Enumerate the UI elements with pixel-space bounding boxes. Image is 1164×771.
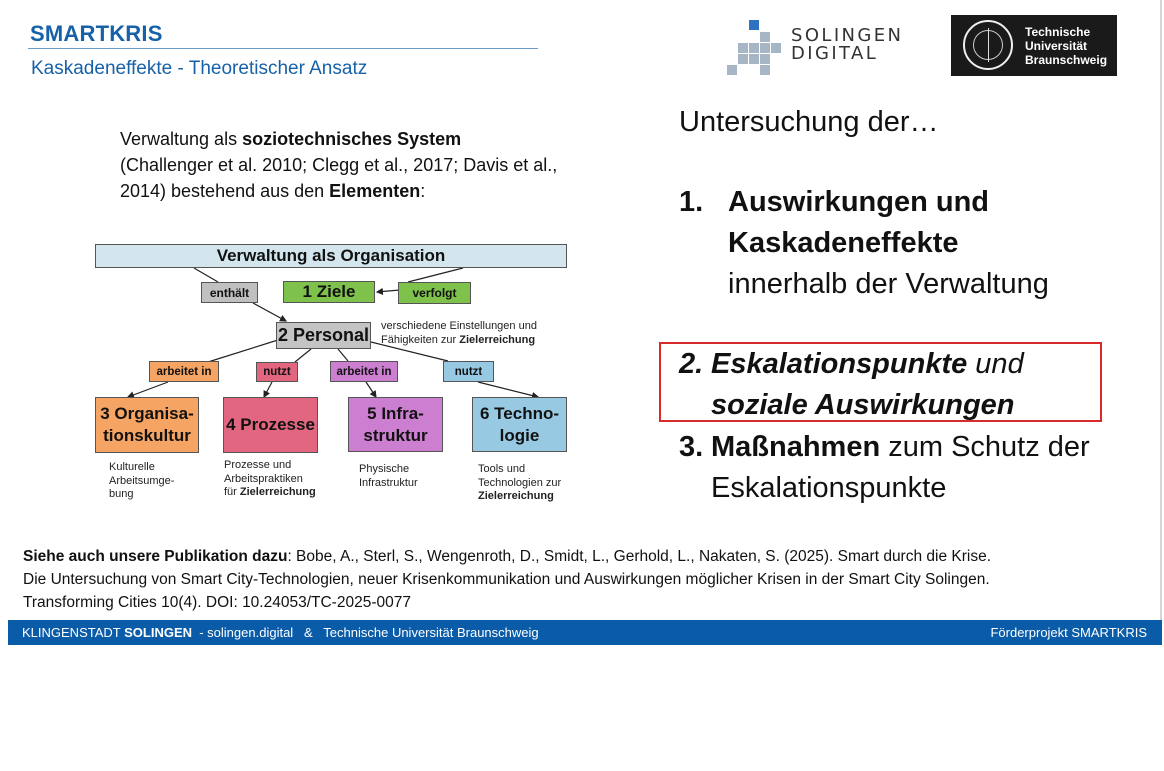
desc-prozesse — [224, 459, 316, 500]
node-line-1: 3 Organisa- — [100, 404, 194, 423]
relation-enthaelt: enthält — [201, 282, 258, 303]
tu-line-1: Technische — [1025, 25, 1091, 39]
desc-line: bung — [109, 488, 134, 500]
intro-text-3: : — [420, 181, 426, 201]
tu-line-3: Braunschweig — [1025, 53, 1108, 67]
footer-bar — [8, 620, 1162, 645]
desc-line: Technologien zur — [478, 476, 562, 489]
desc-line: Arbeitspraktiken — [224, 472, 303, 485]
node-line-2: tionskultur — [103, 426, 191, 445]
intro-bold-1: soziotechnisches System — [242, 129, 462, 149]
publication-line-2: Die Untersuchung von Smart City-Technologien, neuer Krisenkommunikation und Auswirkungen möglicher Krisen in der Smart City Solingen. — [23, 571, 990, 588]
desc-line: Arbeitsumge- — [109, 474, 175, 487]
tu-wordmark — [1025, 25, 1107, 67]
desc-infrastruktur — [359, 463, 418, 490]
desc-bold: Zielerreichung — [478, 490, 554, 502]
relation-verfolgt: verfolgt — [398, 282, 471, 304]
research-item-1 — [679, 182, 1099, 305]
node-personal: 2 Personal — [276, 322, 371, 349]
intro-text-2: (Challenger et al. 2010; Clegg et al., 2017; Davis et al., 2014) bestehend aus den — [120, 155, 558, 201]
item-number: 1. — [679, 186, 704, 218]
desc-line: Prozesse und — [224, 459, 292, 471]
desc-bold: Zielerreichung — [239, 486, 316, 498]
node-verwaltung-organisation: Verwaltung als Organisation — [95, 244, 567, 268]
desc-line: für — [224, 486, 240, 498]
slide-subtitle: Kaskadeneffekte - Theoretischer Ansatz — [31, 58, 368, 79]
item-number: 2. — [679, 348, 704, 380]
node-line-1: 6 Techno- — [479, 403, 560, 423]
publication-reference — [23, 545, 1158, 614]
publication-label: Siehe auch unsere Publikation dazu — [23, 548, 288, 565]
logo-line-digital: DIGITAL — [791, 43, 879, 64]
personal-note-bold: Zielerreichung — [459, 334, 536, 346]
item-text: zum Schutz der Eskalationspunkte — [711, 431, 1090, 504]
tu-seal-icon — [963, 20, 1013, 70]
item-bold: Maßnahmen — [711, 431, 881, 463]
footer-text: KLINGENSTADT — [22, 625, 125, 640]
title-divider — [28, 48, 538, 49]
node-line-2: logie — [499, 425, 540, 445]
slide-title: SMARTKRIS — [30, 21, 163, 46]
relation-nutzt-prozesse: nutzt — [256, 362, 298, 382]
node-infrastruktur — [348, 397, 443, 452]
node-organisationskultur — [95, 397, 199, 453]
relation-arbeitet-in-kultur: arbeitet in — [149, 361, 219, 382]
publication-line-3: Transforming Cities 10(4). DOI: 10.24053/TC-2025-0077 — [23, 594, 411, 611]
logo-line-solingen: SOLINGEN — [791, 25, 904, 46]
desc-line: Tools und — [478, 463, 526, 475]
footer-left — [22, 625, 539, 640]
node-ziele: 1 Ziele — [283, 281, 375, 303]
personal-note-line-2: Fähigkeiten zur — [381, 334, 460, 346]
desc-line: Kulturelle — [109, 461, 155, 473]
item-text: innerhalb der Verwaltung — [728, 268, 1049, 300]
tu-braunschweig-logo — [951, 15, 1117, 76]
tu-line-2: Universität — [1025, 39, 1088, 53]
desc-line: Infrastruktur — [359, 476, 418, 489]
item-bold: Auswirkungen und Kaskadeneffekte — [728, 186, 989, 259]
node-line-2: struktur — [363, 425, 428, 445]
right-heading: Untersuchung der… — [679, 106, 939, 138]
item-bold-2: soziale Auswirkungen — [711, 389, 1015, 421]
intro-text — [120, 126, 580, 204]
node-prozesse — [223, 397, 318, 453]
intro-bold-2: Elementen — [329, 181, 421, 201]
personal-note-line-1: verschiedene Einstellungen und — [381, 320, 537, 332]
desc-line: Physische — [359, 463, 410, 475]
item-text: und — [967, 348, 1024, 380]
node-line-1: 5 Infra- — [367, 403, 424, 423]
footer-bold: SOLINGEN — [124, 625, 193, 640]
personal-note — [381, 319, 537, 347]
desc-organisationskultur — [109, 461, 174, 502]
publication-line-1: : Bobe, A., Sterl, S., Wengenroth, D., Smidt, L., Gerhold, L., Nakaten, S. (2025). Smart durch die Krise. — [287, 548, 992, 565]
slide — [8, 0, 1162, 645]
intro-text-1: Verwaltung als — [120, 129, 243, 149]
node-line-1: 4 Prozesse — [226, 415, 315, 434]
footer-right: Förderprojekt SMARTKRIS — [990, 625, 1147, 640]
research-item-2 — [679, 344, 1099, 426]
research-item-3 — [679, 427, 1099, 509]
solingen-digital-wordmark — [791, 27, 903, 63]
node-technologie — [472, 397, 567, 452]
desc-technologie — [478, 463, 561, 504]
relation-arbeitet-in-infrastruktur: arbeitet in — [330, 361, 398, 382]
footer-text: - solingen.digital & Technische Universität Braunschweig — [192, 625, 539, 640]
item-bold: Eskalationspunkte — [711, 348, 968, 380]
relation-nutzt-technologie: nutzt — [443, 361, 494, 382]
item-number: 3. — [679, 431, 704, 463]
